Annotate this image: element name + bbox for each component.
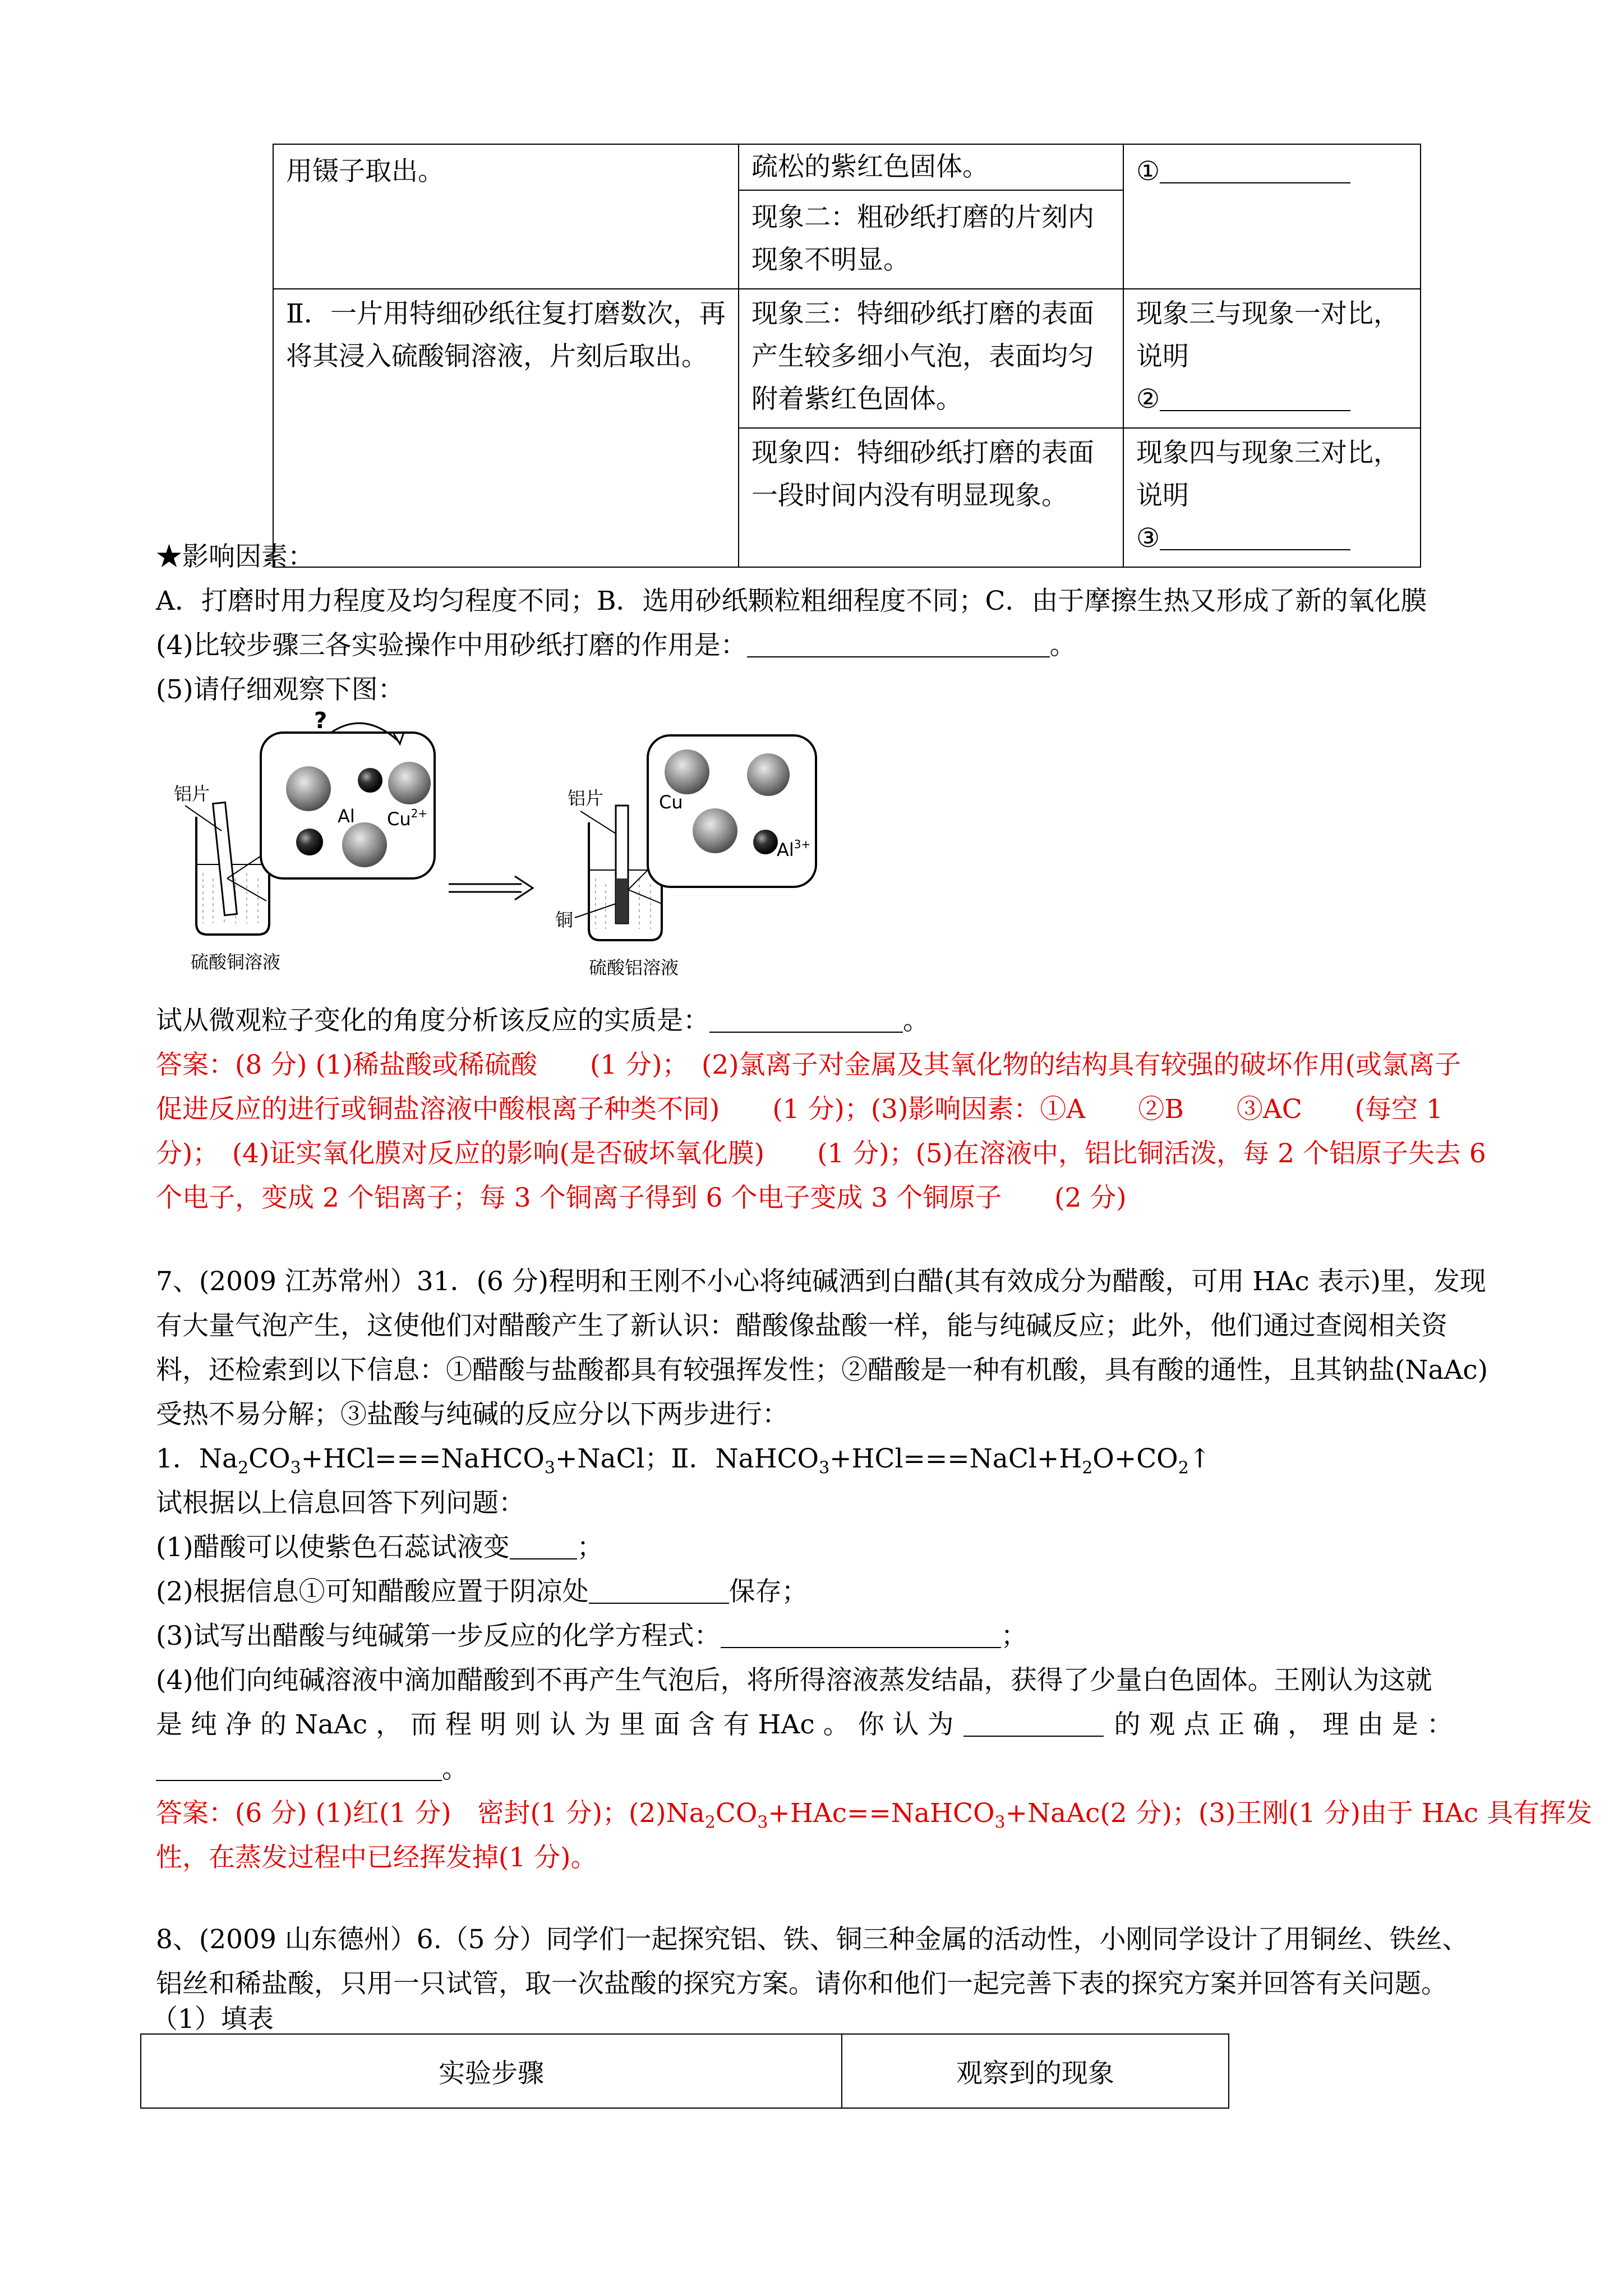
left-al-label: Al bbox=[338, 806, 355, 827]
answer-blank[interactable] bbox=[589, 1576, 729, 1604]
phenomenon-1-cell: 疏松的紫红色固体。 bbox=[739, 144, 1123, 190]
answer-blank[interactable] bbox=[1160, 155, 1350, 183]
answer-6-line-4: 个电子，变成 2 个铝离子；每 3 个铜离子得到 6 个电子变成 3 个铜原子 (2 分) bbox=[156, 1182, 1127, 1213]
left-cu-label: $Cu^{2+}$ bbox=[387, 807, 428, 830]
inquiry-table bbox=[140, 2033, 1229, 2109]
right-copper-label: 铜 bbox=[555, 909, 574, 931]
question-7-part-4-line-2: 是 纯 净 的 NaAc ， 而 程 明 则 认 为 里 面 含 有 HAc 。 你 认 为 的 观 点 正 确 ， 理 由 是 ： bbox=[156, 1709, 1453, 1740]
answer-blank[interactable] bbox=[709, 1005, 903, 1033]
column-header-phenomena: 观察到的现象 bbox=[842, 2034, 1229, 2108]
right-sheet-label: 铝片 bbox=[568, 788, 604, 809]
answer-blank[interactable] bbox=[510, 1531, 577, 1559]
question-8-line-1: 8、(2009 山东德州）6.（5 分）同学们一起探究铝、铁、铜三种金属的活动性，小刚同学设计了用铜丝、铁丝、 bbox=[156, 1924, 1469, 1955]
answer-6-line-3: 分)； (4)证实氧化膜对反应的影响(是否破坏氧化膜) (1 分)；(5)在溶液中，铝比铜活泼，每 2 个铝原子失去 6 bbox=[156, 1138, 1486, 1169]
reaction-arrow bbox=[449, 876, 533, 900]
right-cu-label: Cu bbox=[659, 792, 683, 813]
step-cell-1: 用镊子取出。 bbox=[273, 144, 739, 289]
answer-7-line-1: 答案：(6 分) (1)红(1 分) 密封(1 分)；$(2)Na_2CO_3+HAc==NaHCO_3+NaAc(2$ 分)；(3)王刚(1 分)由于 HAc 具有挥发 bbox=[156, 1798, 1593, 1833]
left-beaker bbox=[196, 802, 269, 935]
phenomenon-3-cell: 现象三：特细砂纸打磨的表面产生较多细小气泡，表面均匀附着紫红色固体。 bbox=[739, 289, 1123, 428]
question-7-line-4: 受热不易分解；③盐酸与纯碱的反应分以下两步进行： bbox=[156, 1399, 789, 1430]
question-7-line-3: 料，还检索到以下信息：①醋酸与盐酸都具有较强挥发性；②醋酸是一种有机酸，具有酸的通性，且其钠盐(NaAc) bbox=[156, 1355, 1488, 1386]
question-7-line-1: 7、(2009 江苏常州）31．(6 分)程明和王刚不小心将纯碱洒到白醋(其有效成分为醋酸，可用 HAc 表示)里，发现 bbox=[156, 1266, 1486, 1297]
answer-blank[interactable] bbox=[721, 1620, 1001, 1648]
influence-options: A．打磨时用力程度及均匀程度不同；B．选用砂纸颗粒粗细程度不同；C．由于摩擦生热又形成了新的氧化膜 bbox=[156, 586, 1427, 616]
answer-7-line-2: 性，在蒸发过程中已经挥发掉(1 分)。 bbox=[156, 1842, 597, 1873]
reaction-equations: 1．$Na_2CO_3+HCl===NaHCO_3+NaCl$；Ⅱ．$NaHCO_3+HCl===NaCl+H_2O+CO_2↑$ bbox=[156, 1443, 1211, 1478]
question-7-line-2: 有大量气泡产生，这使他们对醋酸产生了新认识：醋酸像盐酸一样，能与纯碱反应；此外，他们通过查阅相关资 bbox=[156, 1310, 1447, 1341]
step-cell-2: Ⅱ．一片用特细砂纸往复打磨数次，再将其浸入硫酸铜溶液，片刻后取出。 bbox=[273, 289, 739, 567]
question-8-fill-table: （1）填表 bbox=[151, 2004, 274, 2035]
left-solution-label: 硫酸铜溶液 bbox=[191, 951, 281, 973]
answer-blank[interactable] bbox=[1160, 383, 1350, 411]
question-7-part-1: (1)醋酸可以使紫色石蕊试液变 ； bbox=[156, 1532, 603, 1563]
right-al-label: $Al^{3+}$ bbox=[777, 838, 811, 861]
answer-blank[interactable] bbox=[963, 1709, 1104, 1737]
answer-6-line-2: 促进反应的进行或铜盐溶液中酸根离子种类不同) (1 分)；(3)影响因素：①A ②B ③AC (每空 1 bbox=[156, 1094, 1443, 1125]
conclusion-2-cell: 现象三与现象一对比，说明 ② bbox=[1123, 289, 1421, 428]
question-mark: ? bbox=[314, 710, 328, 734]
question-7-part-4-line-1: (4)他们向纯碱溶液中滴加醋酸到不再产生气泡后，将所得溶液蒸发结晶，获得了少量白色固体。王刚认为这就 bbox=[156, 1665, 1432, 1696]
conclusion-3-cell: 现象四与现象三对比，说明 ③ bbox=[1123, 428, 1421, 567]
experiment-table bbox=[273, 144, 1421, 568]
question-7-part-4-line-3: 。 bbox=[156, 1747, 1564, 1791]
answer-blank[interactable] bbox=[156, 1753, 442, 1781]
right-zoom-bubble bbox=[648, 735, 816, 887]
question-8-line-2: 铝丝和稀盐酸，只用一只试管，取一次盐酸的探究方案。请你和他们一起完善下表的探究方案并回答有关问题。 bbox=[156, 1968, 1447, 1999]
left-sheet-label: 铝片 bbox=[174, 783, 210, 804]
phenomenon-2-cell: 现象二：粗砂纸打磨的片刻内现象不明显。 bbox=[739, 190, 1123, 289]
answer-6-line-1: 答案：(8 分) (1)稀盐酸或稀硫酸 (1 分)； (2)氯离子对金属及其氧化物的结构具有较强的破坏作用(或氯离子 bbox=[156, 1050, 1461, 1080]
question-7-ask: 试根据以上信息回答下列问题： bbox=[156, 1488, 525, 1519]
question-7-part-2: (2)根据信息①可知醋酸应置于阴凉处 保存； bbox=[156, 1576, 808, 1607]
question-5: (5)请仔细观察下图： bbox=[156, 674, 404, 705]
reaction-figure bbox=[163, 710, 892, 991]
phenomenon-4-cell: 现象四：特细砂纸打磨的表面一段时间内没有明显现象。 bbox=[739, 428, 1123, 567]
answer-blank[interactable] bbox=[747, 629, 1050, 657]
question-7-part-3: (3)试写出醋酸与纯碱第一步反应的化学方程式： ； bbox=[156, 1621, 1027, 1651]
column-header-steps: 实验步骤 bbox=[141, 2034, 842, 2108]
left-zoom-bubble bbox=[261, 710, 435, 878]
question-4: (4)比较步骤三各实验操作中用砂纸打磨的作用是： 。 bbox=[156, 630, 1076, 661]
conclusion-1-cell: ① bbox=[1123, 144, 1421, 289]
right-solution-label: 硫酸铝溶液 bbox=[589, 957, 679, 978]
influence-title: ★影响因素： bbox=[156, 541, 314, 572]
question-5-ask: 试从微观粒子变化的角度分析该反应的实质是： 。 bbox=[156, 1005, 929, 1036]
